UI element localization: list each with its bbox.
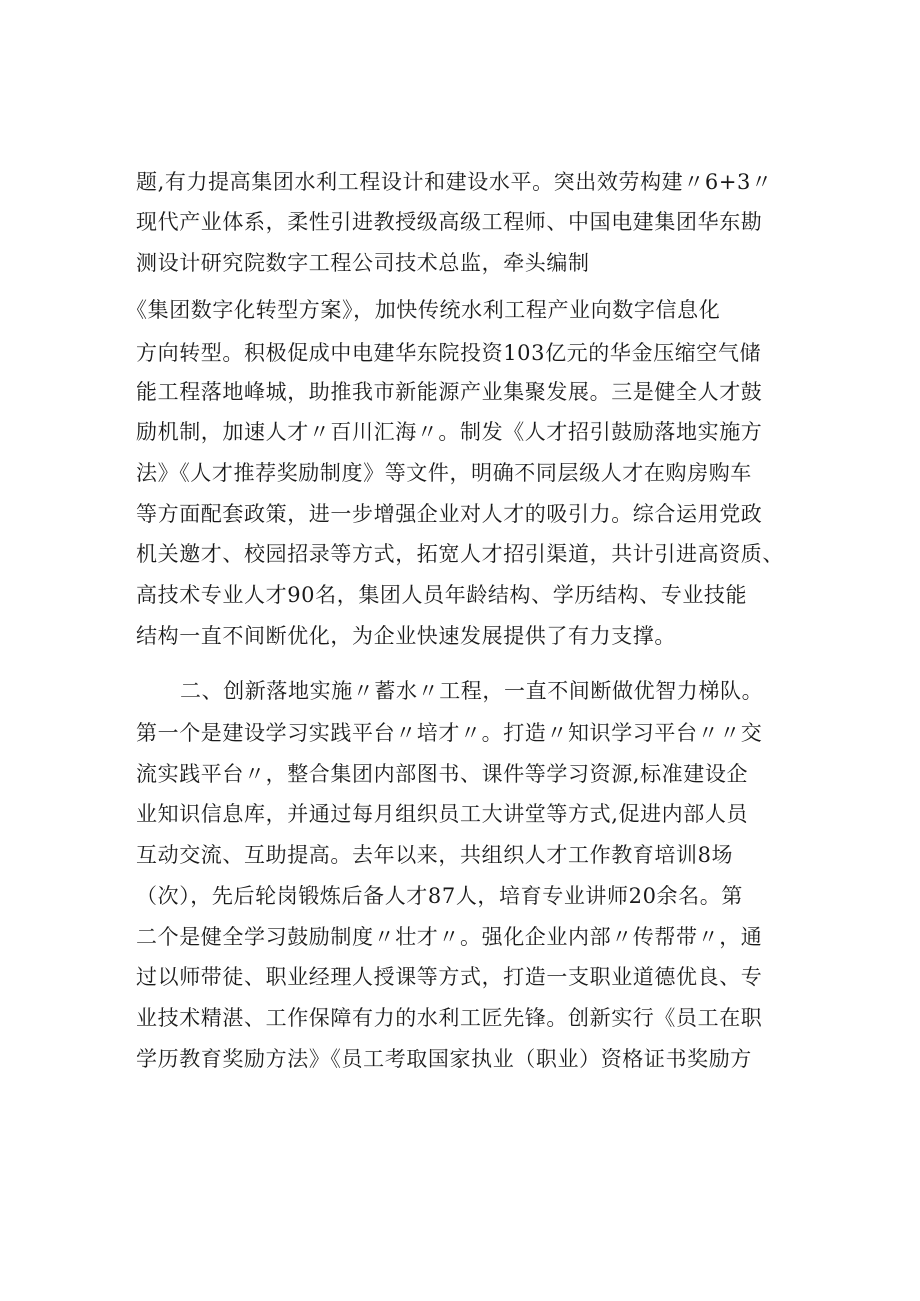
paragraph-line: 励机制，加速人才〃百川汇海〃。制发《人才招引鼓励落地实施方 <box>136 420 763 444</box>
paragraph-line: 二个是健全学习鼓励制度〃壮才〃。强化企业内部〃传帮带〃，通 <box>136 925 763 949</box>
section-heading-line: 二、创新落地实施〃蓄水〃工程，一直不间断做优智力梯队。 <box>180 679 764 703</box>
paragraph-line: 结构一直不间断优化，为企业快速发展提供了有力支撑。 <box>136 624 676 648</box>
paragraph-line: 互动交流、互助提高。去年以来，共组织人才工作教育培训8场 <box>136 843 734 867</box>
paragraph-line: 业知识信息库，并通过每月组织员工大讲堂等方式,促进内部人员 <box>136 802 749 826</box>
paragraph-line: 机关邀才、校园招录等方式，拓宽人才招引渠道，共计引进高资质、 <box>136 542 784 566</box>
paragraph-line: 学历教育奖励方法》《员工考取国家执业（职业）资格证书奖励方 <box>136 1047 752 1071</box>
paragraph-line: 业技术精湛、工作保障有力的水利工匠先锋。创新实行《员工在职 <box>136 1006 763 1030</box>
paragraph-line: 题,有力提高集团水利工程设计和建设水平。突出效劳构建〃6+3〃 <box>136 170 773 194</box>
paragraph-line: 法》《人才推荐奖励制度》等文件，明确不同层级人才在购房购车 <box>136 461 752 485</box>
paragraph-line: 能工程落地峰城，助推我市新能源产业集聚发展。三是健全人才鼓 <box>136 380 763 404</box>
paragraph-line: 《集团数字化转型方案》，加快传统水利工程产业向数字信息化 <box>126 298 721 322</box>
paragraph-line: 现代产业体系，柔性引进教授级高级工程师、中国电建集团华东勘 <box>136 210 763 234</box>
paragraph-line: 高技术专业人才90名，集团人员年龄结构、学历结构、专业技能 <box>136 583 748 607</box>
paragraph-line: （次），先后轮岗锻炼后备人才87人，培育专业讲师20余名。第 <box>136 884 743 908</box>
paragraph-line: 等方面配套政策，进一步增强企业对人才的吸引力。综合运用党政 <box>136 502 763 526</box>
paragraph-line: 过以师带徒、职业经理人授课等方式，打造一支职业道德优良、专 <box>136 965 763 989</box>
paragraph-line: 流实践平台〃，整合集团内部图书、课件等学习资源,标准建设企 <box>136 762 749 786</box>
paragraph-line: 测设计研究院数字工程公司技术总监，牵头编制 <box>136 251 590 275</box>
paragraph-line: 方向转型。积极促成中电建华东院投资103亿元的华金压缩空气储 <box>136 341 762 365</box>
paragraph-line: 第一个是建设学习实践平台〃培才〃。打造〃知识学习平台〃〃交 <box>136 721 763 745</box>
